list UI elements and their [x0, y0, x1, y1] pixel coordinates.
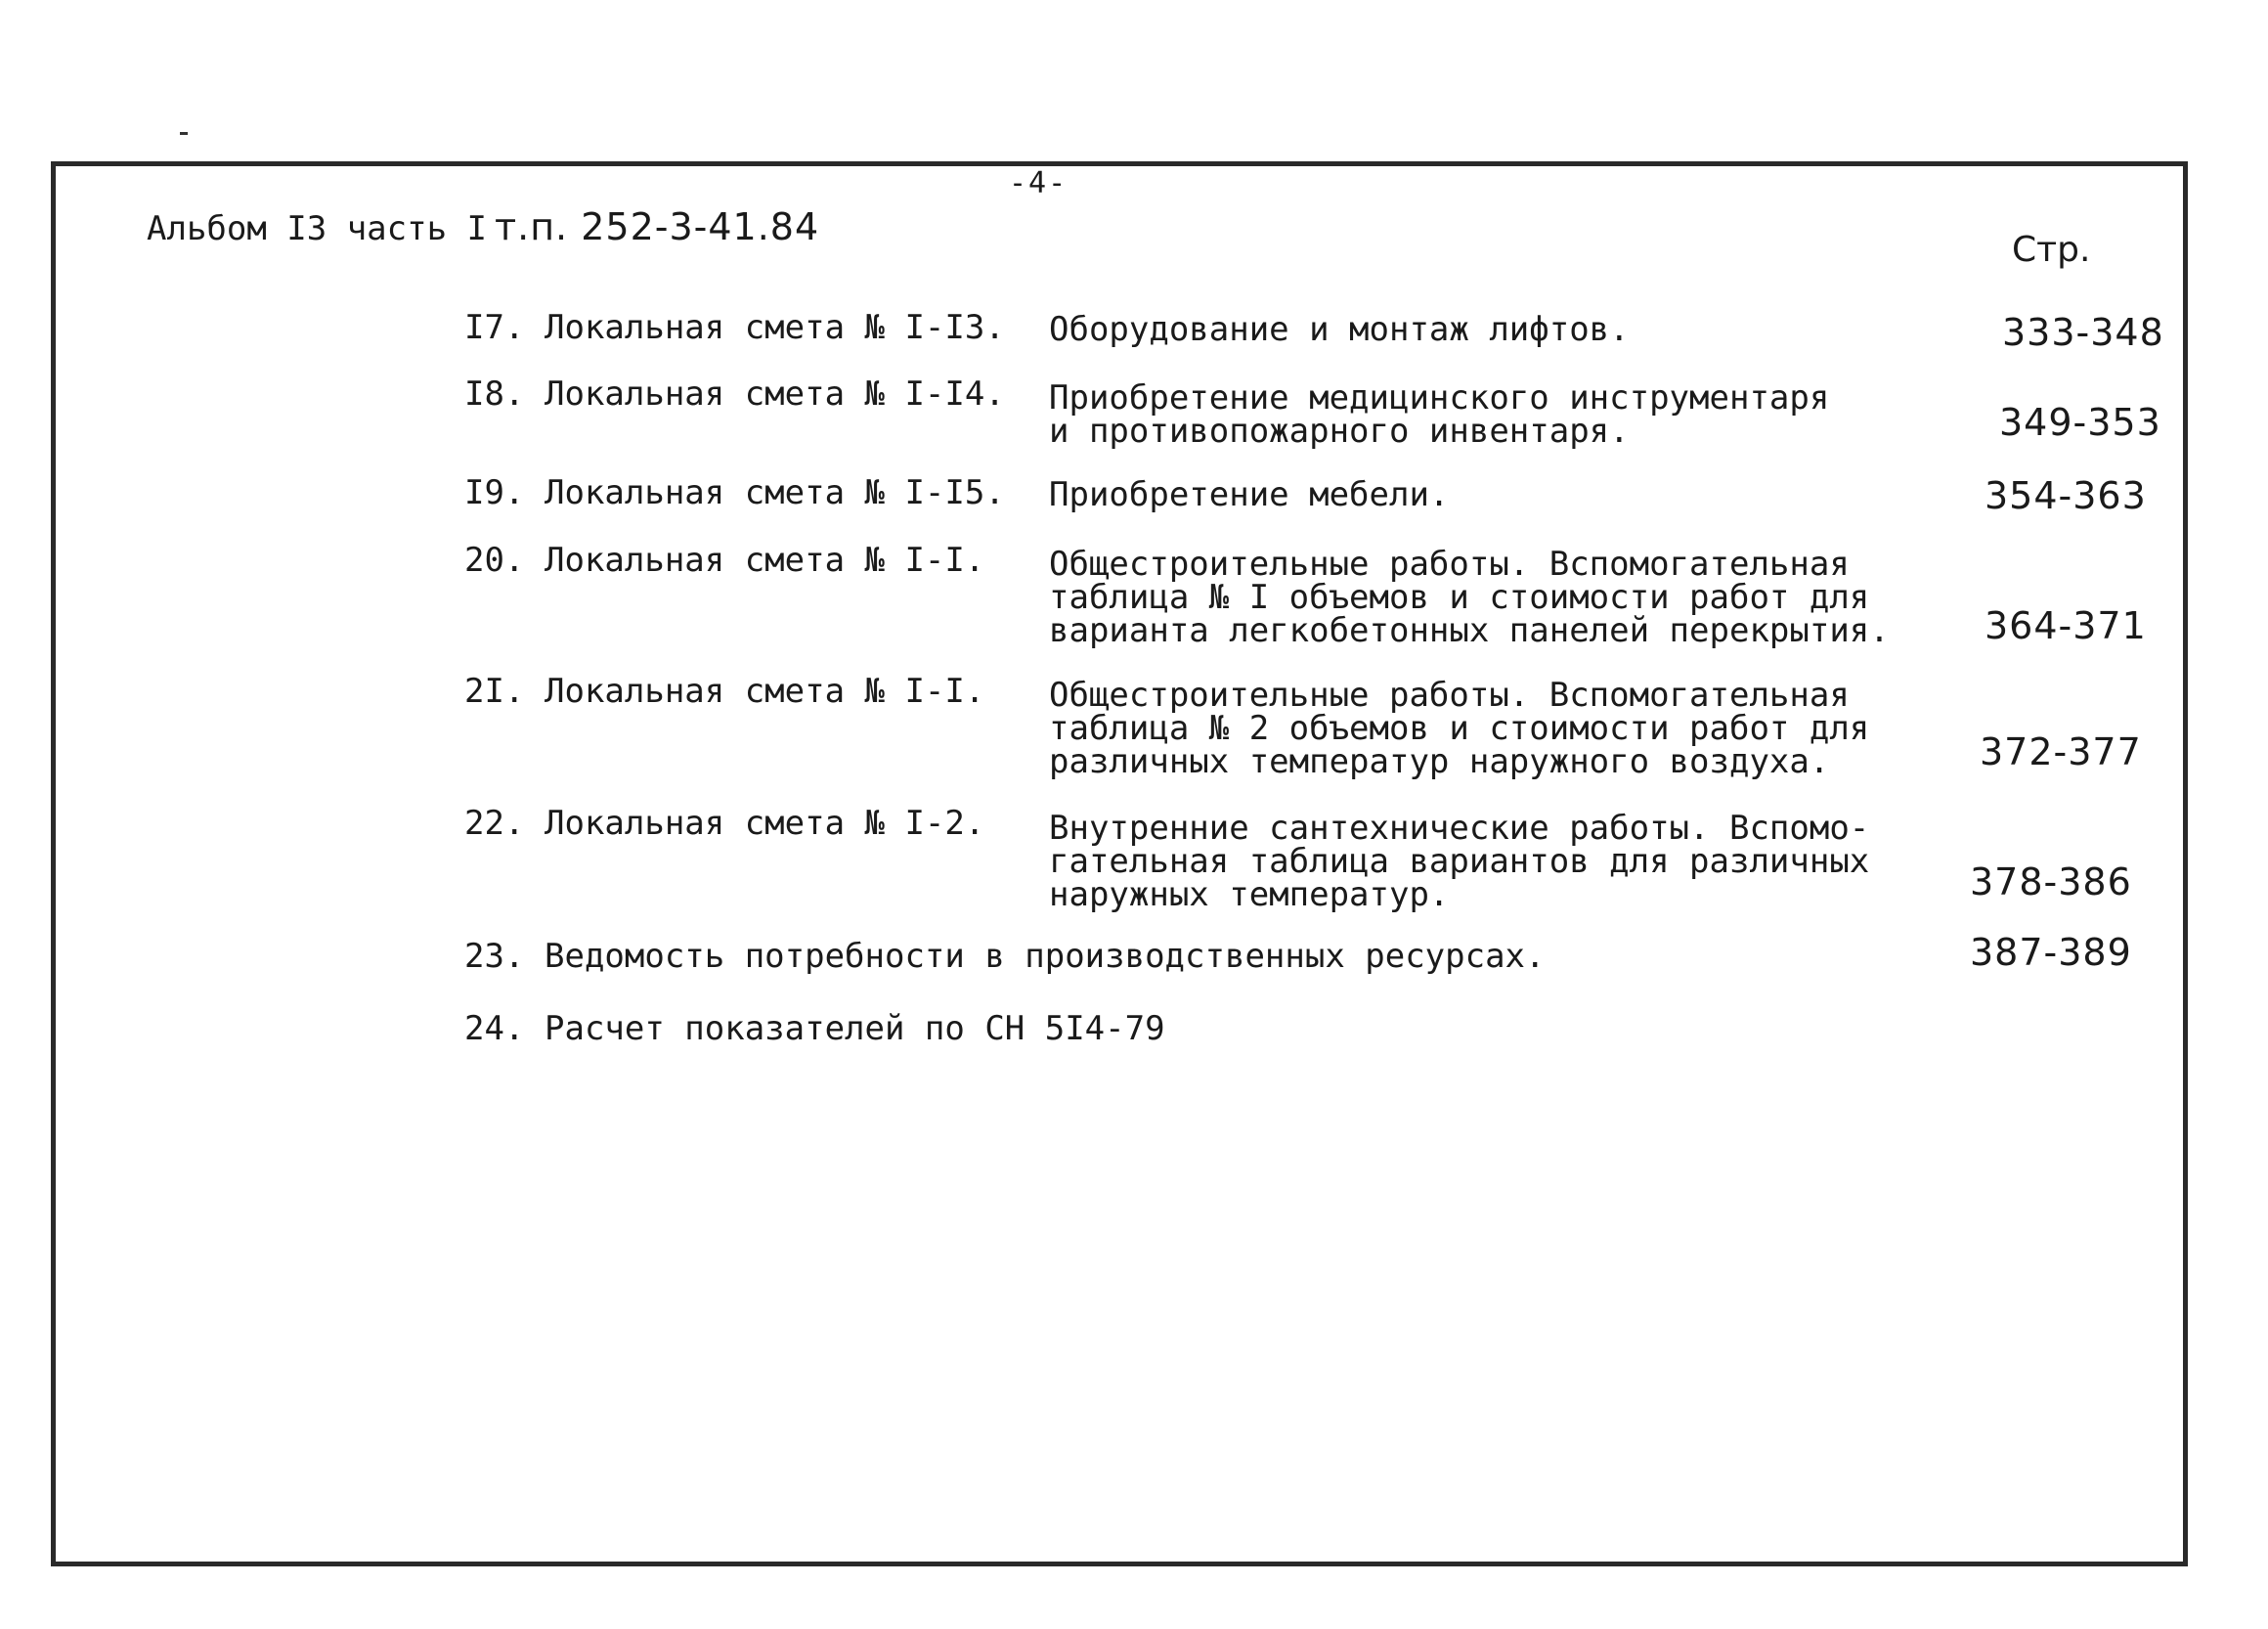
item-description: Общестроительные работы. Вспомогательная таблица № I объемов и стоимости работ для варианта легкобетонных панелей перекрытия. [1049, 545, 1890, 650]
page-range: 333-348 [2002, 311, 2164, 354]
item-number: I8. [464, 374, 525, 414]
page-range: 349-353 [1999, 401, 2161, 444]
list-item [464, 672, 1056, 711]
item-number: 22. [464, 804, 525, 843]
item-description: Общестроительные работы. Вспомогательная таблица № 2 объемов и стоимости работ для различных температур наружного воздуха. [1049, 676, 1870, 781]
list-item [464, 804, 1056, 843]
page-range: 378-386 [1970, 860, 2132, 903]
stray-mark [180, 132, 188, 135]
list-item [464, 541, 1056, 580]
page-range: 387-389 [1970, 931, 2132, 974]
item-number: I9. [464, 473, 525, 512]
item-number: 23. [464, 937, 525, 976]
item-description: Приобретение мебели. [1049, 475, 1450, 514]
item-text: Ведомость потребности в производственных ресурсах. [545, 937, 1546, 976]
album-code-handwritten: т.п. 252-3-41.84 [495, 205, 820, 248]
estimate-reference: Локальная смета № I-I3. [545, 308, 1005, 347]
page-range: 372-377 [1980, 730, 2142, 773]
item-description: Внутренние сантехнические работы. Вспомо- гательная таблица вариантов для различных наружных температур. [1049, 809, 1870, 914]
page-range: 354-363 [1984, 474, 2147, 517]
list-item [464, 473, 1056, 512]
item-description: Приобретение медицинского инструментаря и противопожарного инвентаря. [1049, 378, 1830, 451]
album-title: Альбом I3 часть I [147, 209, 487, 248]
list-item [464, 374, 1056, 414]
estimate-reference: Локальная смета № I-I. [545, 541, 985, 580]
album-header [147, 205, 819, 248]
item-description: Оборудование и монтаж лифтов. [1049, 310, 1630, 349]
estimate-reference: Локальная смета № I-I5. [545, 473, 1005, 512]
estimate-reference: Локальная смета № I-2. [545, 804, 985, 843]
list-item [464, 1009, 1165, 1048]
list-item [464, 937, 1546, 976]
item-number: 24. [464, 1009, 525, 1048]
item-number: 2I. [464, 672, 525, 711]
item-text: Расчет показателей по СН 5I4-79 [545, 1009, 1165, 1048]
page-range: 364-371 [1984, 604, 2147, 647]
estimate-reference: Локальная смета № I-I4. [545, 374, 1005, 414]
pages-column-heading: Стр. [2012, 230, 2091, 270]
item-number: I7. [464, 308, 525, 347]
estimate-reference: Локальная смета № I-I. [545, 672, 985, 711]
item-number: 20. [464, 541, 525, 580]
page-number: -4- [1009, 166, 1069, 200]
list-item [464, 308, 1056, 347]
